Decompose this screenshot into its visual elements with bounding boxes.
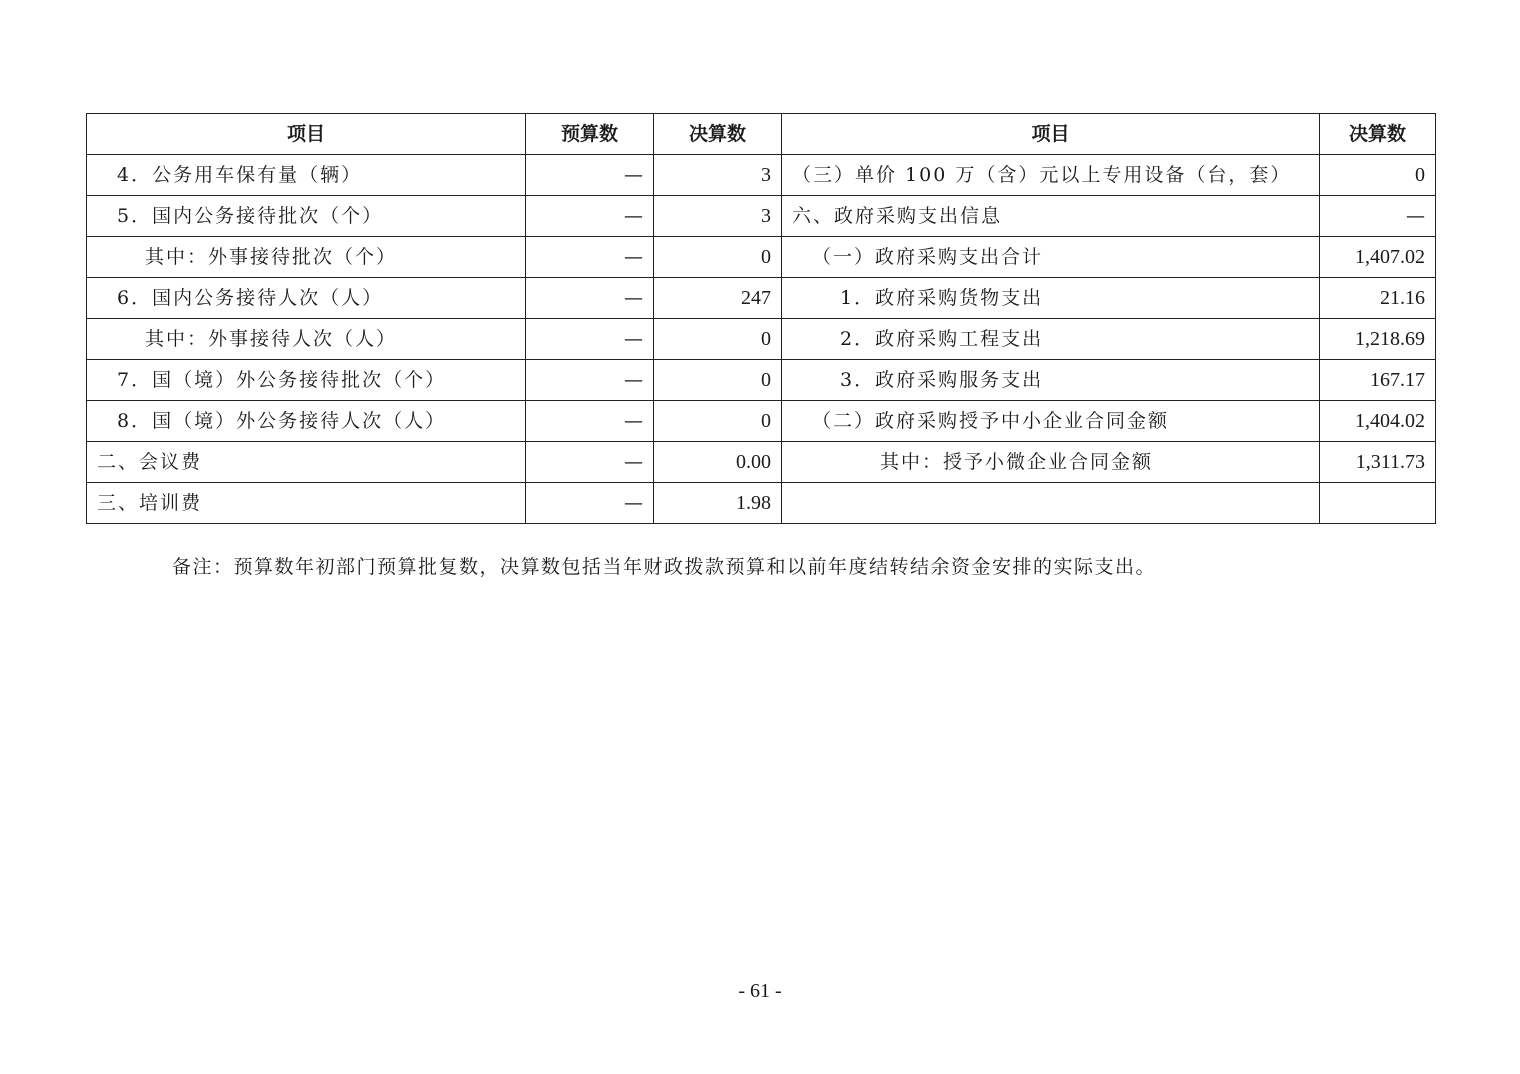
row-final: 0 (654, 360, 782, 401)
row-final: 0 (654, 401, 782, 442)
row-final: 247 (654, 278, 782, 319)
row-budget: — (526, 401, 654, 442)
row-budget: — (526, 155, 654, 196)
row-right-item: 六、政府采购支出信息 (782, 196, 1320, 237)
header-item-left: 项目 (87, 114, 526, 155)
row-right-item: 1．政府采购货物支出 (782, 278, 1320, 319)
table-row (87, 401, 1436, 442)
row-right-final: 0 (1320, 155, 1436, 196)
row-right-final: — (1320, 196, 1436, 237)
page-number: - 61 - (738, 980, 782, 1002)
table-row (87, 442, 1436, 483)
header-final-right: 决算数 (1320, 114, 1436, 155)
row-right-final (1320, 483, 1436, 524)
row-right-final: 1,218.69 (1320, 319, 1436, 360)
row-budget: — (526, 237, 654, 278)
row-left-item: 5．国内公务接待批次（个） (87, 196, 526, 237)
row-budget: — (526, 319, 654, 360)
row-right-final: 1,407.02 (1320, 237, 1436, 278)
row-right-item: （二）政府采购授予中小企业合同金额 (782, 401, 1320, 442)
row-budget: — (526, 442, 654, 483)
row-right-item: 其中：授予小微企业合同金额 (782, 442, 1320, 483)
row-final: 0.00 (654, 442, 782, 483)
report-table (86, 113, 1436, 524)
row-right-final: 167.17 (1320, 360, 1436, 401)
row-right-item: （三）单价 100 万（含）元以上专用设备（台，套） (782, 155, 1320, 196)
row-left-item: 其中：外事接待批次（个） (87, 237, 526, 278)
row-budget: — (526, 278, 654, 319)
row-left-item: 其中：外事接待人次（人） (87, 319, 526, 360)
header-budget: 预算数 (526, 114, 654, 155)
row-right-final: 1,404.02 (1320, 401, 1436, 442)
row-left-item: 8．国（境）外公务接待人次（人） (87, 401, 526, 442)
row-right-item: 3．政府采购服务支出 (782, 360, 1320, 401)
row-left-item: 4．公务用车保有量（辆） (87, 155, 526, 196)
table-row (87, 237, 1436, 278)
row-final: 3 (654, 196, 782, 237)
row-right-item: （一）政府采购支出合计 (782, 237, 1320, 278)
row-final: 3 (654, 155, 782, 196)
table-row (87, 196, 1436, 237)
table-row (87, 155, 1436, 196)
row-left-item: 二、会议费 (87, 442, 526, 483)
row-right-final: 1,311.73 (1320, 442, 1436, 483)
header-item-right: 项目 (782, 114, 1320, 155)
row-final: 0 (654, 319, 782, 360)
row-right-final: 21.16 (1320, 278, 1436, 319)
header-row (87, 114, 1436, 155)
table-row (87, 483, 1436, 524)
row-left-item: 7．国（境）外公务接待批次（个） (87, 360, 526, 401)
row-budget: — (526, 360, 654, 401)
row-budget: — (526, 483, 654, 524)
table-row (87, 278, 1436, 319)
row-left-item: 6．国内公务接待人次（人） (87, 278, 526, 319)
row-right-item (782, 483, 1320, 524)
row-budget: — (526, 196, 654, 237)
table-note: 备注：预算数年初部门预算批复数，决算数包括当年财政拨款预算和以前年度结转结余资金安排的实际支出。 (172, 556, 1157, 578)
row-final: 0 (654, 237, 782, 278)
table-row (87, 319, 1436, 360)
header-final-left: 决算数 (654, 114, 782, 155)
table-row (87, 360, 1436, 401)
row-right-item: 2．政府采购工程支出 (782, 319, 1320, 360)
row-final: 1.98 (654, 483, 782, 524)
row-left-item: 三、培训费 (87, 483, 526, 524)
